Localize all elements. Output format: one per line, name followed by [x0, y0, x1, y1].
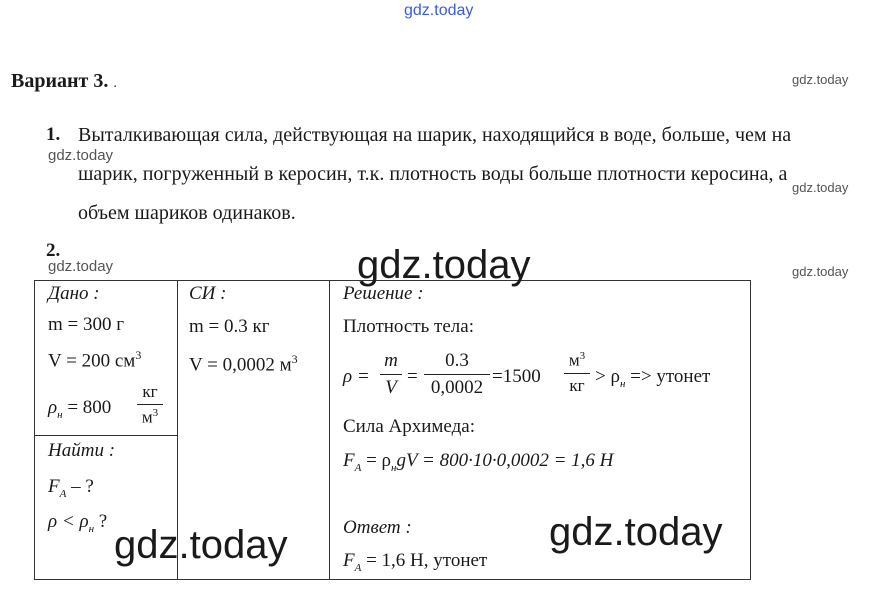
equals-sign: = — [407, 366, 418, 387]
answer-label: Ответ : — [343, 517, 412, 538]
problem-2-number: 2. — [46, 240, 61, 261]
find-force: $F_A$ – ? — [48, 476, 94, 500]
watermark-large: gdz.today — [357, 243, 531, 287]
given-mass: m = 300 г — [48, 314, 125, 335]
si-volume: V = 0,0002 $м^3$ — [189, 352, 298, 376]
density-title: Плотность тела: — [343, 316, 474, 337]
watermark: gdz.today — [48, 147, 114, 164]
watermark: gdz.today — [48, 258, 114, 275]
density-conclusion: > $\rho_н$ => утонет — [595, 366, 711, 390]
density-unit: $м^3$ кг — [564, 350, 590, 396]
watermark-large: gdz.today — [114, 523, 288, 567]
given-volume: V = 200 $см^3$ — [48, 348, 142, 372]
watermark: gdz.today — [792, 180, 849, 195]
archimedes-formula: $F_A = \rho_нgV = 800\cdot 10\cdot 0,0002 = 1,6$ Н — [343, 450, 614, 474]
watermark: gdz.today — [792, 264, 849, 279]
answer-text: $F_A = 1,6$ Н, утонет — [343, 550, 488, 574]
density-fraction-numeric: 0.3 0,0002 — [424, 350, 490, 399]
given-density: $\rho_н = 800$ — [48, 397, 112, 421]
archimedes-title: Сила Архимеда: — [343, 416, 475, 437]
problem-1-line-1: Выталкивающая сила, действующая на шарик, находящийся в воде, больше, чем на — [78, 124, 792, 146]
si-label: СИ : — [189, 283, 227, 304]
si-mass: m = 0.3 кг — [189, 316, 270, 337]
solution-label: Решение : — [343, 283, 424, 304]
density-formula-lhs: ρ = — [343, 366, 370, 387]
find-label: Найти : — [48, 440, 116, 461]
given-label: Дано : — [48, 283, 100, 304]
density-fraction-symbolic: m V — [380, 350, 402, 399]
table-divider — [329, 280, 330, 580]
watermark-top: gdz.today — [404, 2, 474, 19]
density-result: =1500 — [492, 366, 541, 387]
variant-heading: Вариант 3. . — [11, 70, 117, 92]
table-divider — [34, 435, 177, 436]
watermark-large: gdz.today — [549, 510, 723, 554]
problem-1-line-2: шарик, погруженный в керосин, т.к. плотность воды больше плотности керосина, а — [78, 163, 788, 185]
given-density-unit: кг $м^3$ — [137, 382, 163, 428]
problem-1-number: 1. — [46, 124, 61, 145]
find-density-compare: $\rho < \rho_н$ ? — [48, 511, 108, 535]
watermark: gdz.today — [792, 72, 849, 87]
problem-1-line-3: объем шариков одинаков. — [78, 202, 296, 224]
